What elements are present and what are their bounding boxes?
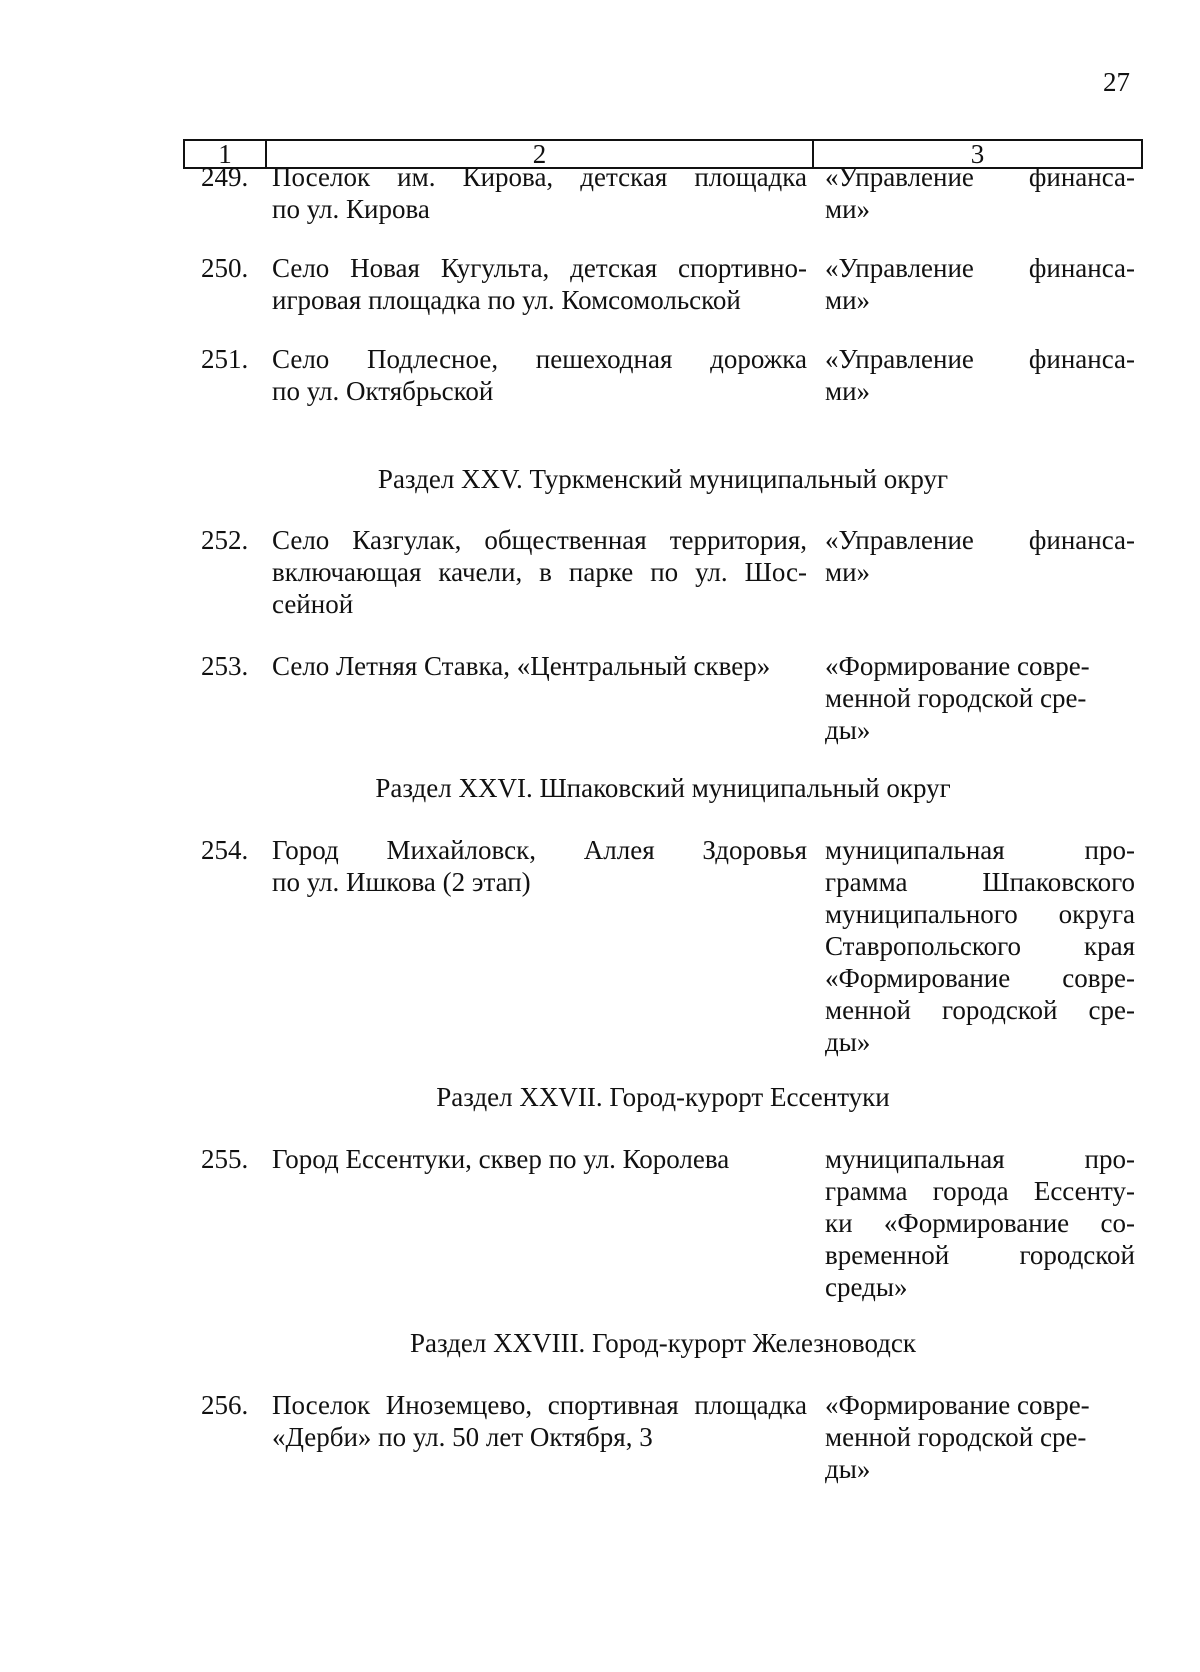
row-number: 255. <box>201 1144 249 1174</box>
text-line: грамма Шпаковского <box>825 867 1135 897</box>
text-line: Ставропольского края <box>825 931 1135 961</box>
object-description <box>272 343 807 407</box>
row-number: 252. <box>201 525 249 555</box>
text-line: ды» <box>825 1027 871 1057</box>
text-line: муниципального округа <box>825 899 1135 929</box>
text-line: ми» <box>825 557 871 587</box>
text-line: муниципальная про- <box>825 835 1135 865</box>
text-line: Город Ессентуки, сквер по ул. Королева <box>272 1144 730 1174</box>
row-number: 256. <box>201 1390 249 1420</box>
row-number: 250. <box>201 253 249 283</box>
text-line: по ул. Ишкова (2 этап) <box>272 867 531 897</box>
object-description <box>272 650 807 682</box>
text-line: по ул. Октябрьской <box>272 376 494 406</box>
row-number: 249. <box>201 162 249 192</box>
text-line: менной городской сре- <box>825 683 1087 713</box>
object-description <box>272 252 807 316</box>
text-line: «Формирование совре- <box>825 1390 1090 1420</box>
row-number: 251. <box>201 344 249 374</box>
text-line: ды» <box>825 715 871 745</box>
object-description <box>272 834 807 898</box>
header-col-2: 2 <box>267 141 814 167</box>
text-line: Поселок им. Кирова, детская площадка <box>272 162 807 192</box>
text-line: «Формирование совре- <box>825 651 1090 681</box>
program-name <box>825 650 1135 746</box>
program-name <box>825 834 1135 1058</box>
text-line: «Дерби» по ул. 50 лет Октября, 3 <box>272 1422 653 1452</box>
text-line: ми» <box>825 376 871 406</box>
text-line: Село Летняя Ставка, «Центральный сквер» <box>272 651 771 681</box>
text-line: «Управление финанса- <box>825 253 1135 283</box>
object-description <box>272 1143 807 1175</box>
text-line: муниципальная про- <box>825 1144 1135 1174</box>
text-line: грамма города Ессенту- <box>825 1176 1135 1206</box>
row-number: 253. <box>201 651 249 681</box>
text-line: ми» <box>825 194 871 224</box>
text-line: Село Новая Кугульта, детская спортивно- <box>272 253 807 283</box>
section-title: Раздел XXV. Туркменский муниципальный округ <box>377 464 949 494</box>
text-line: менной городской сре- <box>825 1422 1087 1452</box>
object-description <box>272 1389 807 1453</box>
text-line: ки «Формирование со- <box>825 1208 1135 1238</box>
text-line: Село Подлесное, пешеходная дорожка <box>272 344 807 374</box>
program-name <box>825 161 1135 225</box>
section-title: Раздел XXVIII. Город-курорт Железноводск <box>409 1328 917 1358</box>
text-line: «Управление финанса- <box>825 344 1135 374</box>
program-name <box>825 524 1135 588</box>
page-number: 27 <box>1103 67 1130 97</box>
row-number: 254. <box>201 835 249 865</box>
text-line: среды» <box>825 1272 908 1302</box>
text-line: «Формирование совре- <box>825 963 1135 993</box>
header-col-1: 1 <box>185 141 267 167</box>
text-line: временной городской <box>825 1240 1135 1270</box>
object-description <box>272 161 807 225</box>
text-line: Город Михайловск, Аллея Здоровья <box>272 835 807 865</box>
header-col-3: 3 <box>970 139 985 169</box>
text-line: ми» <box>825 285 871 315</box>
text-line: «Управление финанса- <box>825 525 1135 555</box>
text-line: сейной <box>272 589 354 619</box>
program-name <box>825 252 1135 316</box>
text-line: игровая площадка по ул. Комсомольской <box>272 285 741 315</box>
text-line: Поселок Иноземцево, спортивная площадка <box>272 1390 807 1420</box>
text-line: Село Казгулак, общественная территория, <box>272 525 807 555</box>
text-line: менной городской сре- <box>825 995 1135 1025</box>
program-name <box>825 1389 1135 1485</box>
program-name <box>825 343 1135 407</box>
object-description <box>272 524 807 620</box>
section-title: Раздел XXVII. Город-курорт Ессентуки <box>436 1082 890 1112</box>
program-name <box>825 1143 1135 1303</box>
text-line: ды» <box>825 1454 871 1484</box>
text-line: включающая качели, в парке по ул. Шос- <box>272 557 807 587</box>
text-line: «Управление финанса- <box>825 162 1135 192</box>
text-line: по ул. Кирова <box>272 194 430 224</box>
section-title: Раздел XXVI. Шпаковский муниципальный округ <box>375 773 951 803</box>
